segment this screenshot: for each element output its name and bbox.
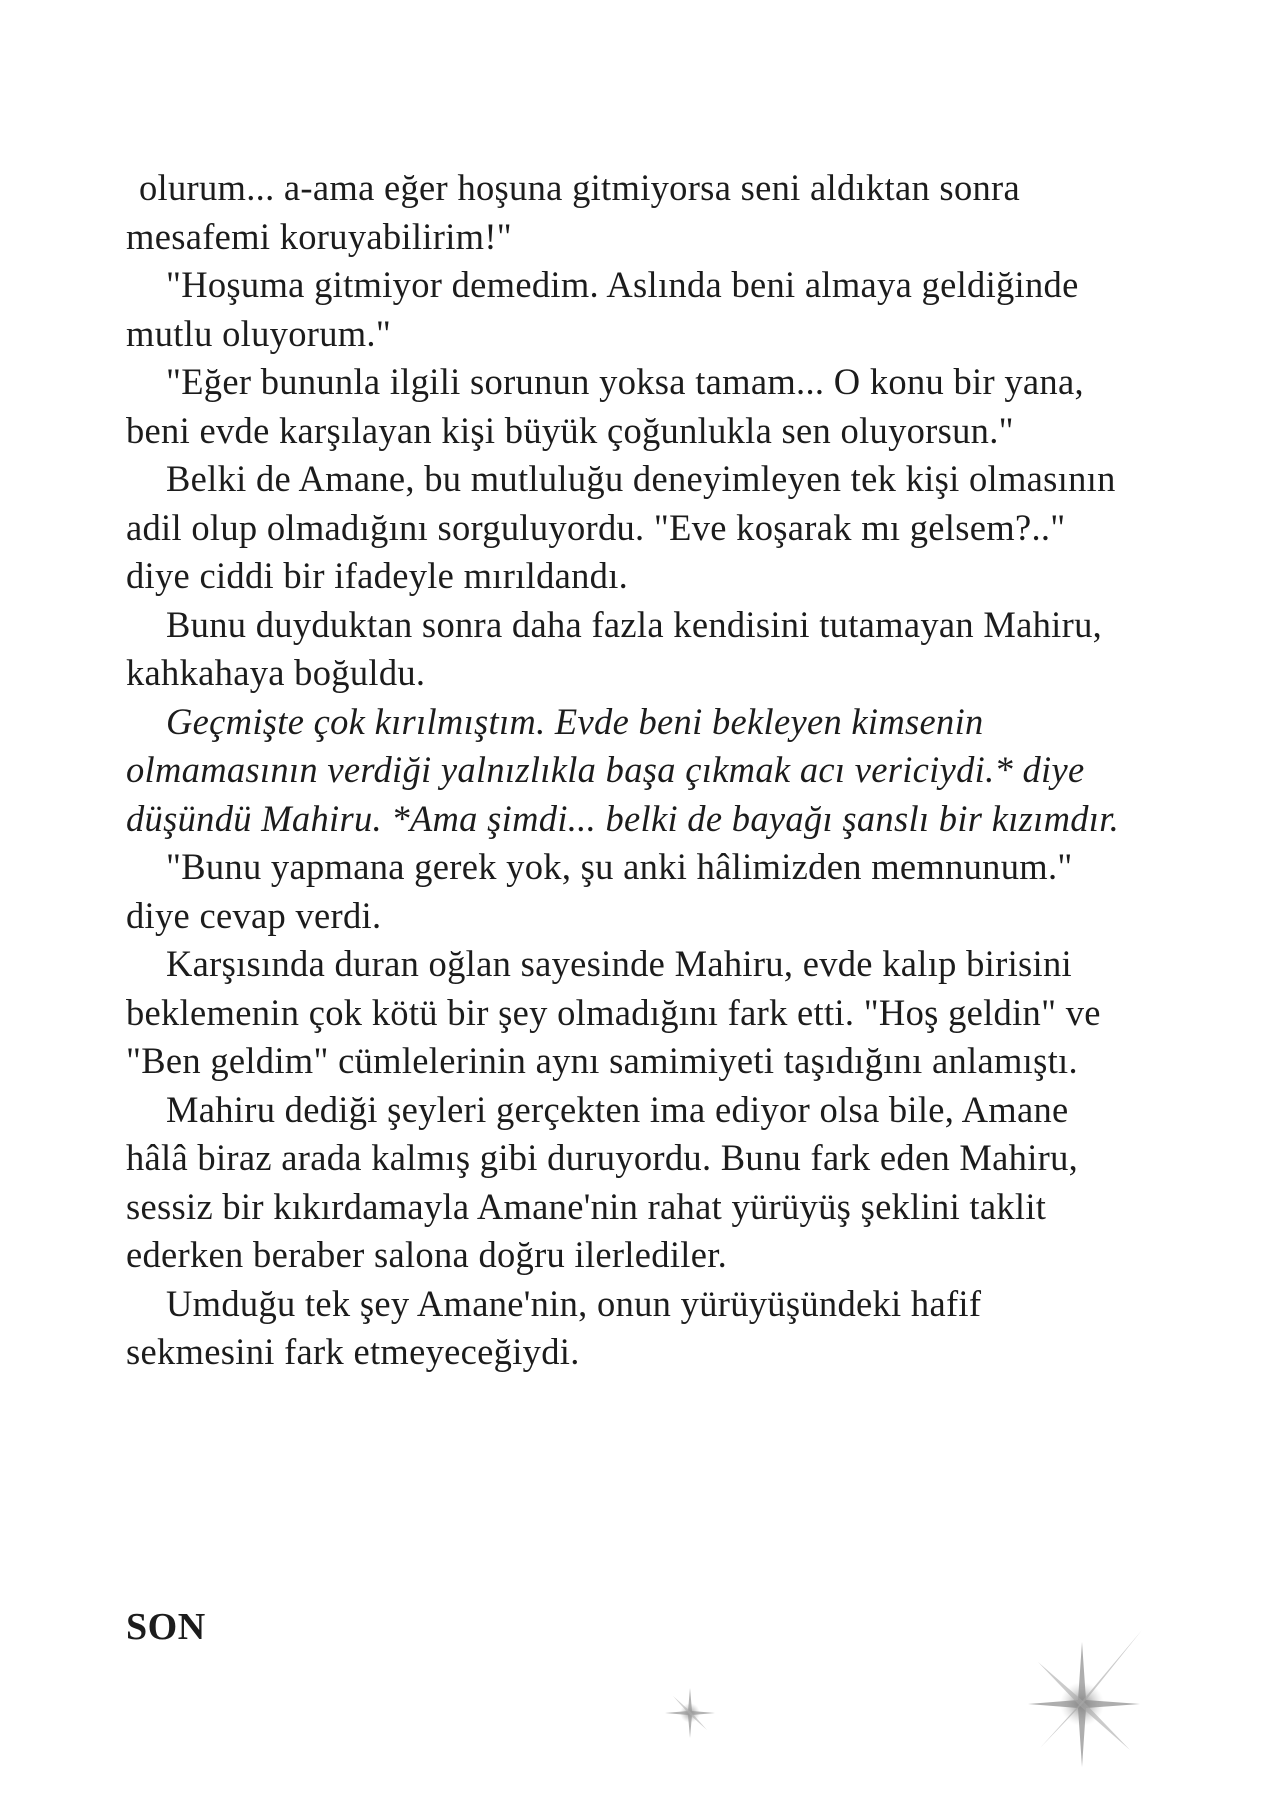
sparkle-icon bbox=[1020, 1622, 1150, 1772]
ending-heading: SON bbox=[126, 1606, 206, 1648]
paragraph-narration-laugh: Bunu duyduktan sonra daha fazla kendisini tutamayan Mahiru, kahkahaya boğuldu. bbox=[126, 603, 1103, 693]
paragraph-inner-thought: Geçmişte çok kırılmıştım. Evde beni bekleyen kimsenin olmamasının verdiği yalnızlıkla başa çıkmak acı vericiydi.* diye düşündü Mahiru. *Ama şimdi... belki de bayağı şanslı bir kızımdır. bbox=[126, 700, 1120, 839]
paragraph-narration-amane: Belki de Amane, bu mutluluğu deneyimleyen tek kişi olmasının adil olup olmadığını sorguluyordu. "Eve koşarak mı gelsem?.." diye ciddi bir ifadeyle mırıldandı. bbox=[126, 458, 1116, 596]
paragraph-narration-final: Umduğu tek şey Amane'nin, onun yürüyüşündeki hafif sekmesini fark etmeyeceğiydi. bbox=[126, 1282, 982, 1372]
sparkle-icon bbox=[663, 1686, 717, 1740]
paragraph-continuation: olurum... a-ama eğer hoşuna gitmiyorsa seni aldıktan sonra mesafemi koruyabilirim!" bbox=[126, 167, 1020, 257]
paragraph-narration-realization: Karşısında duran oğlan sayesinde Mahiru, evde kalıp birisini beklemenin çok kötü bir şey olmadığını fark etti. "Hoş geldin" ve "Ben geldim" cümlelerinin aynı samimiyeti taşıdığını anlamıştı. bbox=[126, 943, 1101, 1081]
paragraph-dialogue-amane-1: "Hoşuma gitmiyor demedim. Aslında beni almaya geldiğinde mutlu oluyorum." bbox=[126, 264, 1079, 354]
paragraph-dialogue-mahiru-2: "Bunu yapmana gerek yok, şu anki hâlimizden memnunum." diye cevap verdi. bbox=[126, 846, 1073, 936]
story-text bbox=[126, 164, 1126, 1377]
paragraph-dialogue-mahiru-1: "Eğer bununla ilgili sorunun yoksa tamam... O konu bir yana, beni evde karşılayan kişi büyük çoğunlukla sen oluyorsun." bbox=[126, 361, 1084, 451]
paragraph-narration-salon: Mahiru dediği şeyleri gerçekten ima ediyor olsa bile, Amane hâlâ biraz arada kalmış gibi duruyordu. Bunu fark eden Mahiru, sessiz bir kıkırdamayla Amane'nin rahat yürüyüş şeklini taklit ederken beraber salona doğru ilerlediler. bbox=[126, 1088, 1079, 1275]
